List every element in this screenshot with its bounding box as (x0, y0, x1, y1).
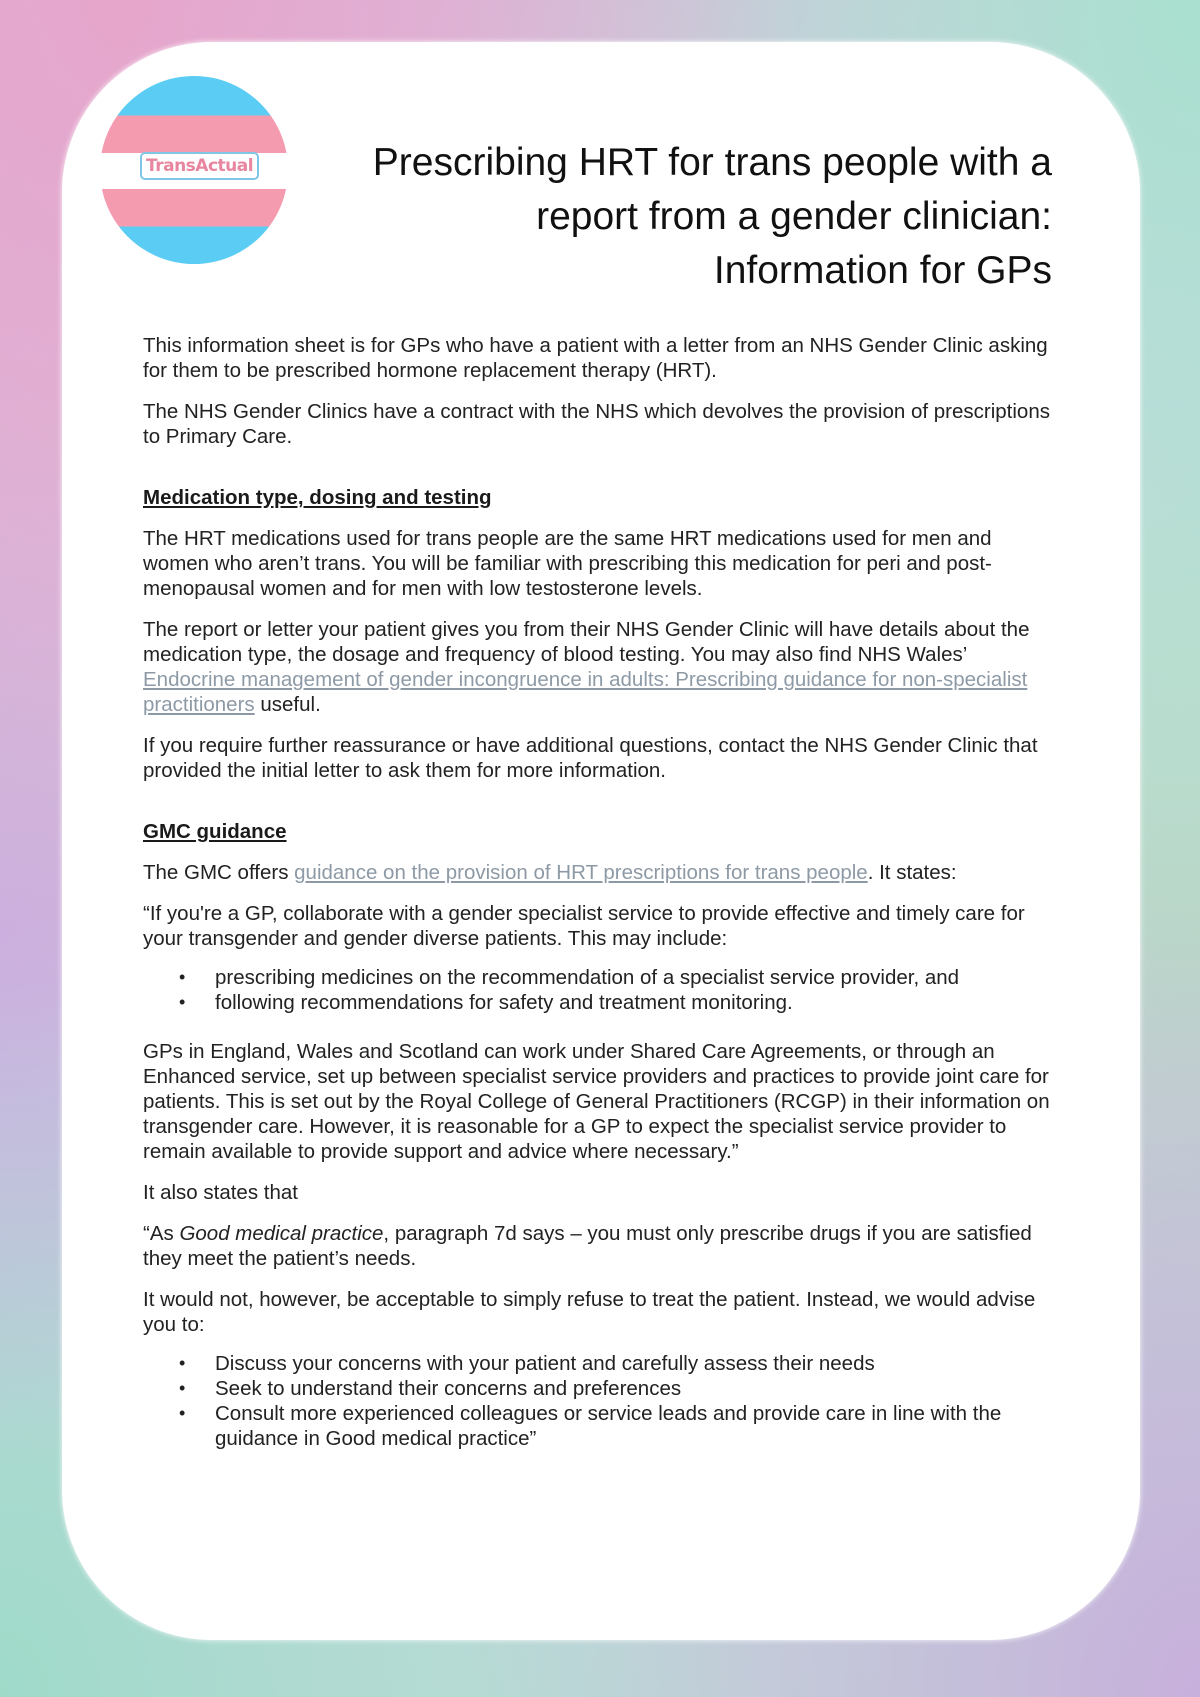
medication-paragraph-3: If you require further reassurance or have additional questions, contact the NHS Gender Clinic that provided the initial letter to ask them for more information. (143, 734, 1038, 782)
medication-paragraph-1: The HRT medications used for trans people are the same HRT medications used for men and women who aren’t trans. You will be familiar with prescribing this medication for peri and post-menopausal women and for men with low testosterone levels. (143, 527, 992, 600)
title-line-2: report from a gender clinician: (536, 195, 1052, 238)
gmc-paragraph-1-text: The GMC offers (143, 861, 295, 884)
transactual-logo (100, 76, 288, 264)
intro-paragraph-2: The NHS Gender Clinics have a contract with the NHS which devolves the provision of prescriptions to Primary Care. (143, 400, 1050, 448)
nhs-wales-guidance-link[interactable]: Endocrine management of gender incongruence in adults: Prescribing guidance for non-specialist practitioners (143, 668, 1028, 716)
gmc-paragraph-2: “If you're a GP, collaborate with a gender specialist service to provide effective and timely care for your transgender and gender diverse patients. This may include: (143, 902, 1025, 950)
gmc-paragraph-3: GPs in England, Wales and Scotland can work under Shared Care Agreements, or through an Enhanced service, set up between specialist service providers and practices to provide joint care for patients. This is set out by the Royal College of General Practitioners (RCGP) in their information on transgender care. However, it is reasonable for a GP to expect the specialist service provider to remain available to provide support and advice where necessary.” (143, 1040, 1050, 1163)
list-item: • following recommendations for safety and treatment monitoring. (215, 990, 1063, 1015)
gmc-paragraph-1-end: . It states: (867, 861, 957, 884)
title-line-1: Prescribing HRT for trans people with a (372, 141, 1052, 184)
medication-paragraph-2-text: The report or letter your patient gives you from their NHS Gender Clinic will have details about the medication type, the dosage and frequency of blood testing. You may also find NHS Wales’ (143, 618, 1030, 666)
medication-paragraph-2-end: useful. (254, 693, 321, 716)
document-body (143, 333, 1063, 1467)
gmc-heading: GMC guidance (143, 820, 287, 843)
gmc-paragraph-5-end: , paragraph 7d says – you must only prescribe drugs if you are satisfied they meet the patient’s needs. (143, 1222, 1032, 1270)
gmc-recommendations-list (143, 951, 1063, 1015)
gmc-paragraph-6: It would not, however, be acceptable to simply refuse to treat the patient. Instead, we would advise you to: (143, 1288, 1036, 1336)
list-item: • Consult more experienced colleagues or service leads and provide care in line with the guidance in Good medical practice” (215, 1401, 1063, 1451)
logo-text: TransActual (140, 152, 259, 180)
gmc-paragraph-5-text: “As (143, 1222, 180, 1245)
list-item: • Seek to understand their concerns and preferences (215, 1376, 1063, 1401)
gmc-advice-list (143, 1337, 1063, 1451)
gmc-paragraph-5 (143, 1221, 1063, 1271)
page-title (300, 136, 1052, 298)
intro-paragraph-1: This information sheet is for GPs who have a patient with a letter from an NHS Gender Clinic asking for them to be prescribed hormone replacement therapy (HRT). (143, 334, 1048, 382)
medication-heading: Medication type, dosing and testing (143, 486, 492, 509)
gmc-paragraph-1 (143, 860, 1063, 885)
list-item: • Discuss your concerns with your patient and carefully assess their needs (215, 1351, 1063, 1376)
gmc-guidance-link[interactable]: guidance on the provision of HRT prescriptions for trans people (294, 861, 868, 884)
good-medical-practice-title: Good medical practice (179, 1222, 384, 1245)
list-item: • prescribing medicines on the recommendation of a specialist service provider, and (215, 965, 1063, 990)
medication-paragraph-2 (143, 617, 1063, 717)
gmc-paragraph-4: It also states that (143, 1181, 298, 1204)
title-line-3: Information for GPs (713, 249, 1052, 292)
